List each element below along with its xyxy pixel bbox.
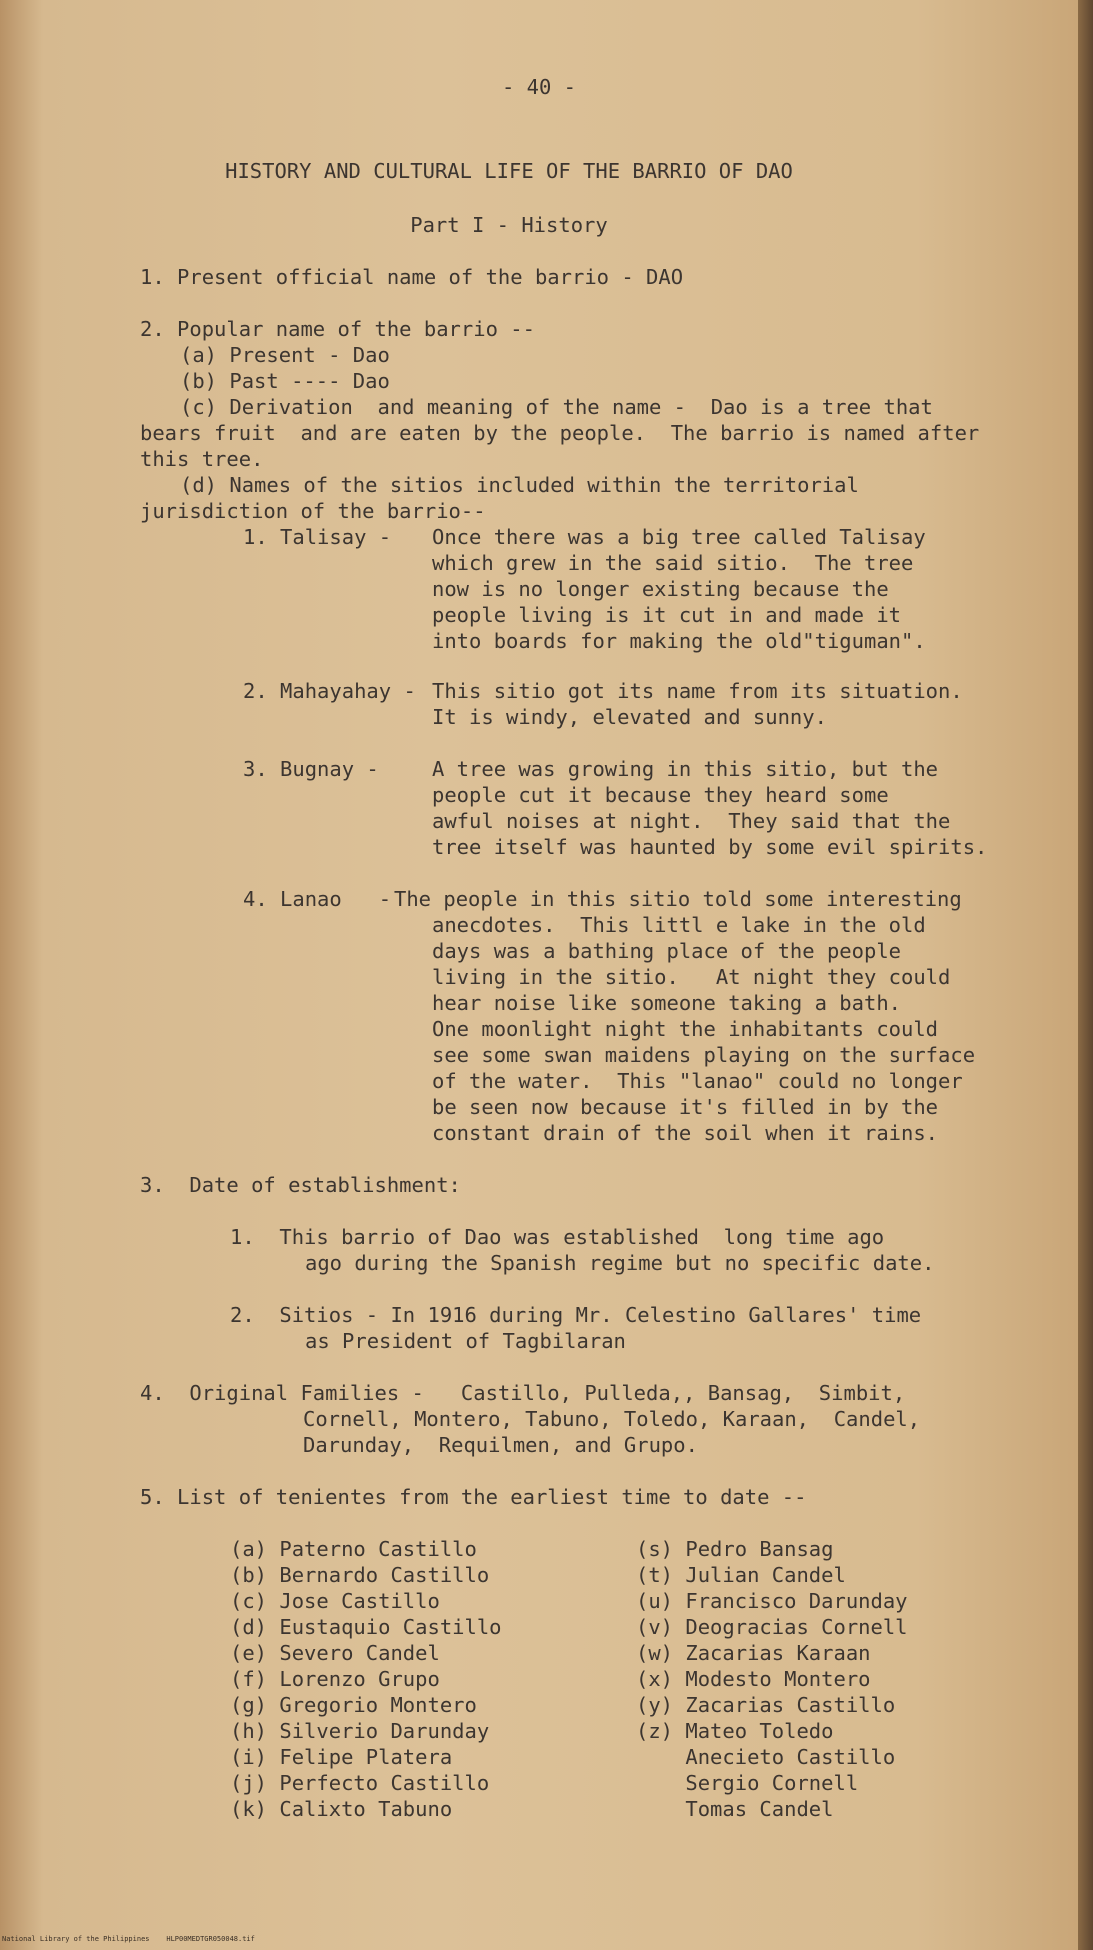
- sitio-text-line: Once there was a big tree called Talisay: [432, 525, 926, 549]
- teniente-left: (h) Silverio Darunday: [230, 1719, 490, 1743]
- teniente-left: (g) Gregorio Montero: [230, 1693, 477, 1717]
- teniente-right: (v) Deogracias Cornell: [636, 1615, 908, 1639]
- teniente-right: Anecieto Castillo: [636, 1745, 896, 1769]
- item-3-p1-line-1: 1. This barrio of Dao was established long time ago: [230, 1225, 885, 1249]
- teniente-left: (i) Felipe Platera: [230, 1745, 453, 1769]
- teniente-right: (t) Julian Candel: [636, 1563, 846, 1587]
- item-3-p2-line-2: as President of Tagbilaran: [305, 1329, 626, 1353]
- item-2c-line-1: (c) Derivation and meaning of the name - Dao is a tree that: [180, 395, 933, 419]
- teniente-left: (e) Severo Candel: [230, 1641, 440, 1665]
- item-2d-line-1: (d) Names of the sitios included within the territorial: [180, 473, 859, 497]
- sitio-text-line: which grew in the said sitio. The tree: [432, 551, 914, 575]
- teniente-left: (j) Perfecto Castillo: [230, 1771, 490, 1795]
- archive-footer: National Library of the Philippines HLP00MEDTGR050048.tif: [2, 1935, 255, 1943]
- sitio-text-line: A tree was growing in this sitio, but the: [432, 757, 939, 781]
- sitio-text-line: It is windy, elevated and sunny.: [432, 705, 827, 729]
- teniente-right: (z) Mateo Toledo: [636, 1719, 834, 1743]
- item-2a: (a) Present - Dao: [180, 343, 390, 367]
- sitio-text-line: hear noise like someone taking a bath.: [432, 991, 901, 1015]
- page-number: - 40 -: [501, 75, 577, 99]
- item-4-line-3: Darunday, Requilmen, and Grupo.: [303, 1433, 698, 1457]
- teniente-left: (b) Bernardo Castillo: [230, 1563, 490, 1587]
- item-4-line-2: Cornell, Montero, Tabuno, Toledo, Karaan, Candel,: [303, 1407, 921, 1431]
- sitio-label: 2. Mahayahay -: [243, 679, 416, 703]
- sitio-text-line: constant drain of the soil when it rains.: [432, 1121, 939, 1145]
- teniente-right: (y) Zacarias Castillo: [636, 1693, 896, 1717]
- teniente-right: (u) Francisco Darunday: [636, 1589, 908, 1613]
- sitio-text-line: One moonlight night the inhabitants could: [432, 1017, 939, 1041]
- item-2b: (b) Past ---- Dao: [180, 369, 390, 393]
- teniente-right: Tomas Candel: [636, 1797, 834, 1821]
- teniente-right: (w) Zacarias Karaan: [636, 1641, 871, 1665]
- item-2-heading: 2. Popular name of the barrio --: [140, 317, 535, 341]
- teniente-right: Sergio Cornell: [636, 1771, 859, 1795]
- sitio-label: 3. Bugnay -: [243, 757, 379, 781]
- item-1-official-name: 1. Present official name of the barrio - DAO: [140, 265, 684, 289]
- teniente-left: (c) Jose Castillo: [230, 1589, 440, 1613]
- document-title: HISTORY AND CULTURAL LIFE OF THE BARRIO OF DAO: [225, 159, 793, 183]
- sitio-text-line: of the water. This "lanao" could no longer: [432, 1069, 963, 1093]
- item-2c-line-3: this tree.: [140, 447, 264, 471]
- item-2c-line-2: bears fruit and are eaten by the people. The barrio is named after: [140, 421, 980, 445]
- teniente-right: (s) Pedro Bansag: [636, 1537, 834, 1561]
- teniente-left: (f) Lorenzo Grupo: [230, 1667, 440, 1691]
- sitio-text-line: people cut it because they heard some: [432, 783, 889, 807]
- sitio-text-line: people living is it cut in and made it: [432, 603, 901, 627]
- sitio-text-line: be seen now because it's filled in by the: [432, 1095, 939, 1119]
- teniente-left: (a) Paterno Castillo: [230, 1537, 477, 1561]
- item-4-line-1: 4. Original Families - Castillo, Pulleda,, Bansag, Simbit,: [140, 1381, 906, 1405]
- sitio-label: 4. Lanao -: [243, 887, 392, 911]
- sitio-text-line: The people in this sitio told some interesting: [394, 887, 962, 911]
- item-5-heading: 5. List of tenientes from the earliest time to date --: [140, 1485, 807, 1509]
- sitio-text-line: anecdotes. This littl e lake in the old: [432, 913, 926, 937]
- item-3-p1-line-2: ago during the Spanish regime but no specific date.: [305, 1251, 935, 1275]
- item-3-heading: 3. Date of establishment:: [140, 1173, 461, 1197]
- sitio-text-line: see some swan maidens playing on the surface: [432, 1043, 976, 1067]
- sitio-text-line: into boards for making the old"tiguman".: [432, 629, 926, 653]
- sitio-text-line: now is no longer existing because the: [432, 577, 889, 601]
- teniente-left: (d) Eustaquio Castillo: [230, 1615, 502, 1639]
- sitio-label: 1. Talisay -: [243, 525, 392, 549]
- sitio-text-line: living in the sitio. At night they could: [432, 965, 951, 989]
- item-3-p2-line-1: 2. Sitios - In 1916 during Mr. Celestino Gallares' time: [230, 1303, 922, 1327]
- page-edge: [1078, 0, 1093, 1950]
- teniente-right: (x) Modesto Montero: [636, 1667, 871, 1691]
- sitio-text-line: days was a bathing place of the people: [432, 939, 901, 963]
- sitio-text-line: This sitio got its name from its situation.: [432, 679, 963, 703]
- part-title: Part I - History: [410, 213, 608, 237]
- sitio-text-line: awful noises at night. They said that the: [432, 809, 951, 833]
- item-2d-line-2: jurisdiction of the barrio--: [140, 499, 486, 523]
- sitio-text-line: tree itself was haunted by some evil spirits.: [432, 835, 988, 859]
- teniente-left: (k) Calixto Tabuno: [230, 1797, 453, 1821]
